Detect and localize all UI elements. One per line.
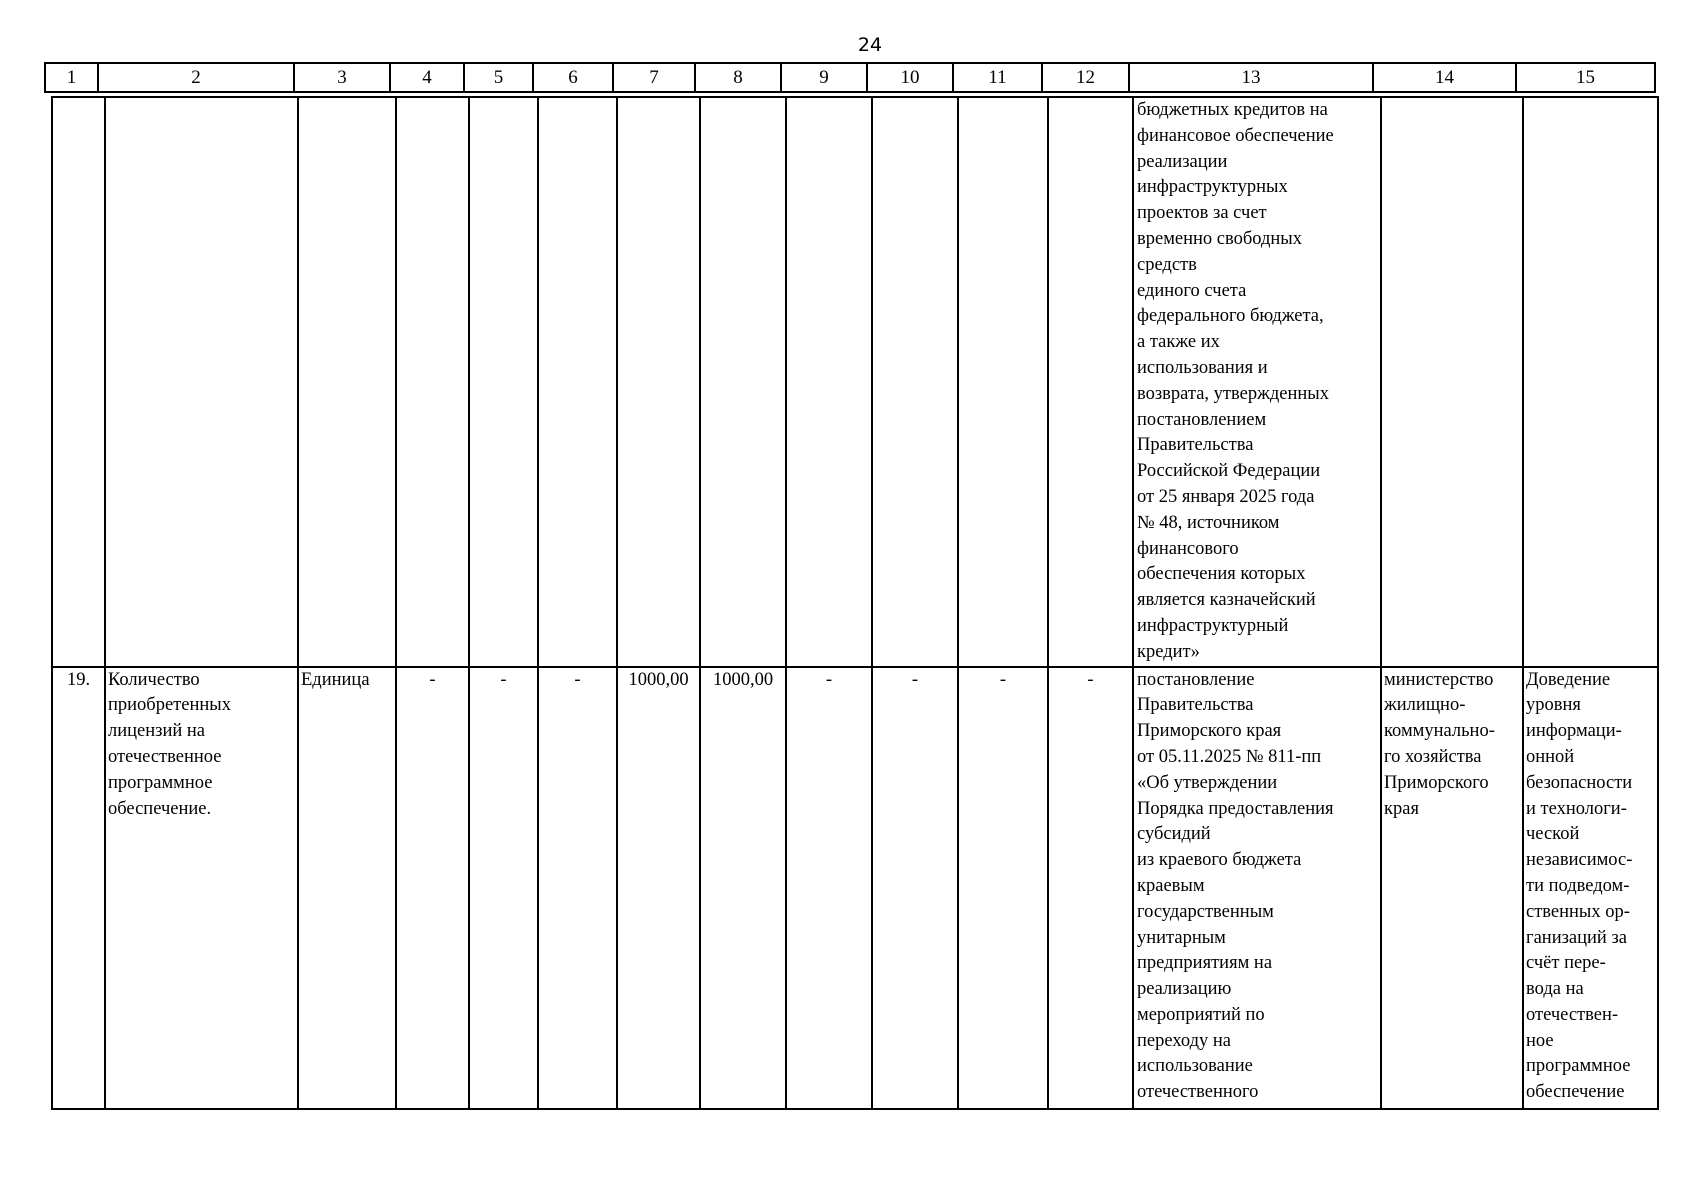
text-line: краевым <box>1137 875 1205 896</box>
cell-result <box>1523 667 1658 1109</box>
text-line: и технологи- <box>1526 798 1627 819</box>
column-header-10: 10 <box>867 63 953 92</box>
text-line: отечественное <box>108 746 222 767</box>
cell-col-7 <box>617 97 700 667</box>
text-line: переходу на <box>1137 1030 1231 1051</box>
column-header-12: 12 <box>1042 63 1129 92</box>
column-header-7: 7 <box>613 63 695 92</box>
cell-unit <box>298 97 396 667</box>
column-header-9: 9 <box>781 63 867 92</box>
text-line: финансового <box>1137 538 1239 559</box>
column-header-4: 4 <box>390 63 464 92</box>
cell-legal-basis <box>1133 97 1381 667</box>
text-line: «Об утверждении <box>1137 772 1278 793</box>
text-line: из краевого бюджета <box>1137 850 1302 871</box>
text-line: го хозяйства <box>1384 746 1482 767</box>
cell-col-6: - <box>538 667 617 1109</box>
text-line: является казначейский <box>1137 590 1316 611</box>
column-header-2: 2 <box>98 63 294 92</box>
cell-col-10: - <box>872 667 958 1109</box>
cell-responsible <box>1381 97 1523 667</box>
text-line: средств <box>1137 254 1197 275</box>
column-header-14: 14 <box>1373 63 1516 92</box>
cell-legal-basis <box>1133 667 1381 1109</box>
cell-unit: Единица <box>298 667 396 1109</box>
column-header-6: 6 <box>533 63 613 92</box>
column-header-8: 8 <box>695 63 781 92</box>
text-line: ганизаций за <box>1526 927 1627 948</box>
text-line: Российской Федерации <box>1137 461 1321 482</box>
text-line: программное <box>108 772 213 793</box>
column-header-11: 11 <box>953 63 1042 92</box>
cell-col-6 <box>538 97 617 667</box>
text-line: жилищно- <box>1384 695 1466 716</box>
text-line: унитарным <box>1137 927 1226 948</box>
cell-col-7: 1000,00 <box>617 667 700 1109</box>
text-line: обеспечение. <box>108 798 212 819</box>
text-line: отечественного <box>1137 1082 1259 1103</box>
text-line: № 48, источником <box>1137 512 1280 533</box>
text-line: Приморского края <box>1137 721 1282 742</box>
cell-col-12: - <box>1048 667 1133 1109</box>
text-line: инфраструктурный <box>1137 615 1289 636</box>
cell-col-12 <box>1048 97 1133 667</box>
cell-indicator <box>105 667 298 1109</box>
text-line: коммунально- <box>1384 721 1495 742</box>
text-line: постановлением <box>1137 409 1267 430</box>
cell-col-8 <box>700 97 786 667</box>
cell-col-5: - <box>469 667 538 1109</box>
page-number: 24 <box>857 34 883 56</box>
cell-col-4 <box>396 97 469 667</box>
cell-responsible <box>1381 667 1523 1109</box>
text-line: ное <box>1526 1030 1554 1051</box>
column-header-3: 3 <box>294 63 390 92</box>
text-line: проектов за счет <box>1137 203 1267 224</box>
text-line: информаци- <box>1526 721 1622 742</box>
text-line: Правительства <box>1137 695 1254 716</box>
text-line: использования и <box>1137 357 1268 378</box>
text-line: возврата, утвержденных <box>1137 383 1329 404</box>
text-line: бюджетных кредитов на <box>1137 100 1328 120</box>
cell-indicator <box>105 97 298 667</box>
text-line: края <box>1384 798 1419 819</box>
table-row <box>52 97 1658 667</box>
text-line: ти подведом- <box>1526 875 1630 896</box>
text-line: субсидий <box>1137 824 1211 845</box>
cell-result <box>1523 97 1658 667</box>
text-line: министерство <box>1384 669 1494 690</box>
text-line: вода на <box>1526 979 1584 1000</box>
text-line: государственным <box>1137 901 1274 922</box>
text-line: предприятиям на <box>1137 953 1273 974</box>
text-line: независимос- <box>1526 850 1633 871</box>
text-line: ческой <box>1526 824 1580 845</box>
text-line: постановление <box>1137 669 1255 690</box>
text-line: кредит» <box>1137 641 1200 662</box>
cell-col-10 <box>872 97 958 667</box>
text-line: обеспечения которых <box>1137 564 1306 585</box>
cell-col-8: 1000,00 <box>700 667 786 1109</box>
text-line: Порядка предоставления <box>1137 798 1334 819</box>
cell-col-9 <box>786 97 872 667</box>
text-line: Количество <box>108 669 200 690</box>
column-header-5: 5 <box>464 63 533 92</box>
text-line: реализации <box>1137 151 1228 172</box>
text-line: отечествен- <box>1526 1004 1619 1025</box>
text-line: приобретенных <box>108 695 231 716</box>
text-line: федерального бюджета, <box>1137 306 1324 327</box>
text-line: лицензий на <box>108 721 205 742</box>
column-header-15: 15 <box>1516 63 1655 92</box>
text-line: Доведение <box>1526 669 1611 690</box>
text-line: инфраструктурных <box>1137 177 1288 198</box>
text-line: а также их <box>1137 332 1220 353</box>
cell-col-5 <box>469 97 538 667</box>
column-header-1: 1 <box>45 63 98 92</box>
text-line: обеспечение <box>1526 1082 1625 1103</box>
data-table <box>51 96 1659 1110</box>
text-line: уровня <box>1526 695 1581 716</box>
cell-number: 19. <box>52 667 105 1109</box>
text-line: использование <box>1137 1056 1253 1077</box>
text-line: финансовое обеспечение <box>1137 125 1334 146</box>
text-line: от 25 января 2025 года <box>1137 486 1315 507</box>
cell-col-11 <box>958 97 1048 667</box>
text-line: реализацию <box>1137 979 1232 1000</box>
text-line: Приморского <box>1384 772 1489 793</box>
cell-number <box>52 97 105 667</box>
text-line: от 05.11.2025 № 811-пп <box>1137 746 1322 767</box>
column-number-header <box>44 62 1656 93</box>
text-line: онной <box>1526 746 1575 767</box>
text-line: ственных ор- <box>1526 901 1630 922</box>
text-line: программное <box>1526 1056 1631 1077</box>
cell-col-9: - <box>786 667 872 1109</box>
text-line: Правительства <box>1137 435 1254 456</box>
text-line: временно свободных <box>1137 228 1302 249</box>
cell-col-4: - <box>396 667 469 1109</box>
text-line: единого счета <box>1137 280 1247 301</box>
text-line: счёт пере- <box>1526 953 1606 974</box>
cell-col-11: - <box>958 667 1048 1109</box>
text-line: безопасности <box>1526 772 1633 793</box>
table-row <box>52 667 1658 1109</box>
text-line: мероприятий по <box>1137 1004 1265 1025</box>
column-header-13: 13 <box>1129 63 1373 92</box>
